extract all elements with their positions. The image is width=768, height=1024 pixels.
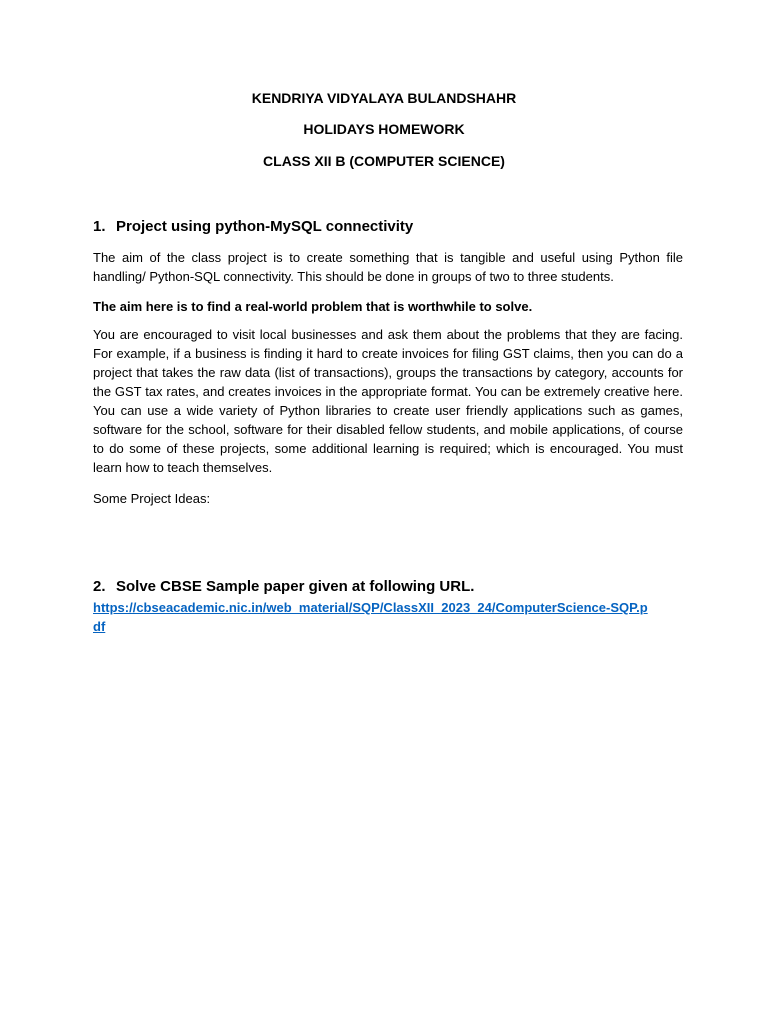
sample-paper-link[interactable]: https://cbseacademic.nic.in/web_material/SQP/ClassXII_2023_24/ComputerScience-SQP.pdf — [93, 600, 648, 634]
section-1-number: 1. — [93, 218, 106, 235]
section-2-number: 2. — [93, 578, 106, 595]
project-aim-paragraph: The aim of the class project is to create something that is tangible and useful using Python file handling/ Python-SQL connectivity. This should be done in groups of two to three students. — [93, 250, 683, 284]
project-ideas-label: Some Project Ideas: — [93, 491, 211, 506]
document-title: HOLIDAYS HOMEWORK — [303, 121, 465, 137]
section-2-heading — [93, 578, 474, 595]
project-goal-statement: The aim here is to find a real-world problem that is worthwhile to solve. — [93, 299, 533, 314]
section-1-heading — [93, 218, 413, 235]
school-name: KENDRIYA VIDYALAYA BULANDSHAHR — [251, 90, 517, 106]
class-line: CLASS XII B (COMPUTER SCIENCE) — [263, 153, 505, 169]
section-1-title: Project using python-MySQL connectivity — [116, 218, 414, 235]
project-details-paragraph: You are encouraged to visit local businesses and ask them about the problems that they are facing. For example, if a business is finding it hard to create invoices for filing GST claims, then you can do a project that takes the raw data (list of transactions), groups the transactions by category, accounts for the GST tax rates, and creates invoices in the appropriate format. You can be extremely creative here. You can use a wide variety of Python libraries to create user friendly applications such as games, software for the school, software for their disabled fellow students, and mobile applications, of course to do some of these projects, some additional learning is required; which is encouraged. You must learn how to teach themselves. — [93, 327, 683, 475]
section-2-title: Solve CBSE Sample paper given at following URL. — [116, 578, 475, 595]
